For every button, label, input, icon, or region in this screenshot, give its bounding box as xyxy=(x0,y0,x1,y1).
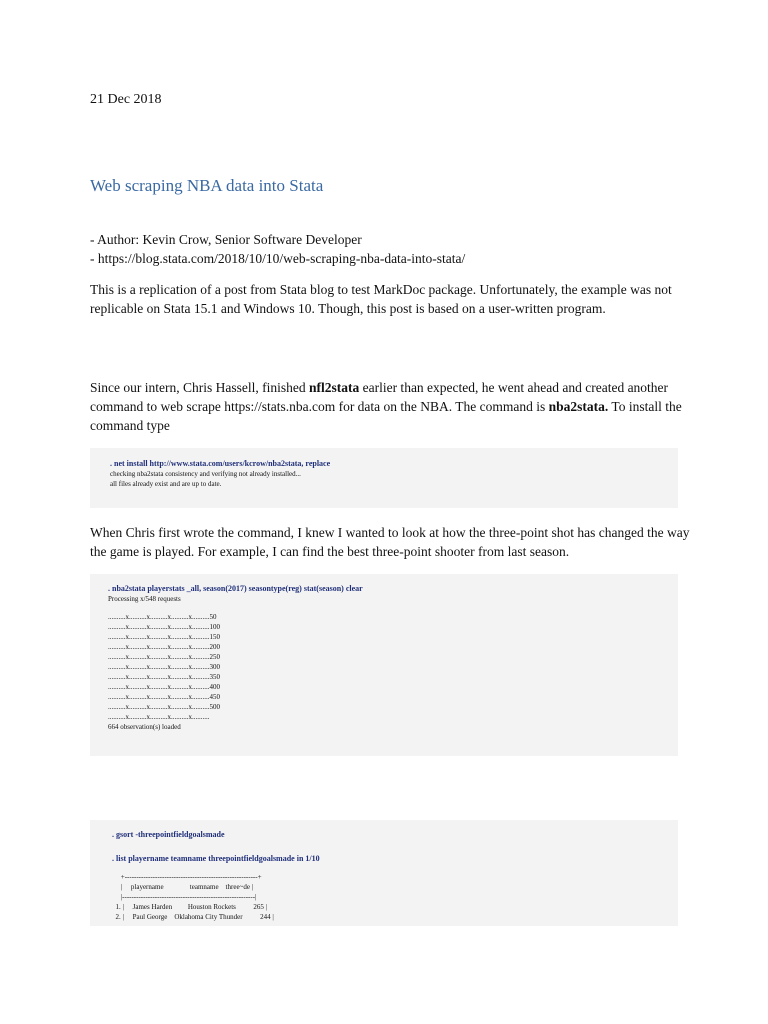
post-title: Web scraping NBA data into Stata xyxy=(90,176,324,195)
list-code-block xyxy=(90,820,678,926)
para2-text-1: Since our intern, Chris Hassell, finished xyxy=(90,380,309,395)
author-line: - Author: Kevin Crow, Senior Software Developer xyxy=(90,232,362,247)
nba2stata-code-block xyxy=(90,574,678,756)
para2-text-3: To install the command type xyxy=(90,399,682,433)
install-code-block xyxy=(90,448,678,508)
intern-paragraph xyxy=(90,378,690,435)
list-command: . list playername teamname threepointfieldgoalsmade in 1/10 xyxy=(112,854,320,863)
gsort-command: . gsort -threepointfieldgoalsmade xyxy=(112,830,225,839)
install-command: . net install http://www.stata.com/users/kcrow/nba2stata, replace xyxy=(110,459,331,468)
processing-line: Processing x/548 requests xyxy=(108,595,181,603)
three-point-paragraph: When Chris first wrote the command, I knew I wanted to look at how the three-point shot has changed the way the game is played. For example, I can find the best three-point shooter from last season. xyxy=(90,525,690,559)
progress-output: ..........x..........x..........x..........x..........50 ..........x..........x..........x..........x..........100 ..........x..........x..........x..........x..........150 ..........x..........x..........x..........x..........200 ..........x..........x..........x..........x..........250 ..........x..........x..........x..........x..........300 ..........x..........x..........x..........x..........350 ..........x..........x..........x..........x..........400 ..........x..........x..........x..........x..........450 ..........x..........x..........x..........x..........500 ..........x..........x..........x..........x.......... xyxy=(108,613,220,721)
para2-text-2: earlier than expected, he went ahead and created another command to web scrape https://stats.nba.com for data on the NBA. The command is xyxy=(90,380,669,414)
source-url-line: - https://blog.stata.com/2018/10/10/web-scraping-nba-data-into-stata/ xyxy=(90,251,466,266)
post-meta xyxy=(90,230,465,268)
nba2stata-term: nba2stata. xyxy=(548,399,609,414)
nba2stata-command: . nba2stata playerstats _all, season(2017) seasontype(reg) stat(season) clear xyxy=(108,584,363,593)
player-table: +---------------------------------------------------------+ | playername teamname three~de | |---------------------------------------------------------| 1. | James Harden Houston Rockets 265 | 2. | Paul George Oklahoma City Thunder 244 | xyxy=(115,873,274,921)
intro-paragraph: This is a replication of a post from Stata blog to test MarkDoc package. Unfortunately, the example was not replicable on Stata 15.1 and Windows 10. Though, this post is based on a user-written program. xyxy=(90,282,672,316)
post-date: 21 Dec 2018 xyxy=(90,92,162,107)
nfl2stata-term: nfl2stata xyxy=(308,380,360,395)
observations-loaded: 664 observation(s) loaded xyxy=(108,723,181,731)
install-output: checking nba2stata consistency and verifying not already installed... all files already exist and are up to date. xyxy=(110,470,301,488)
